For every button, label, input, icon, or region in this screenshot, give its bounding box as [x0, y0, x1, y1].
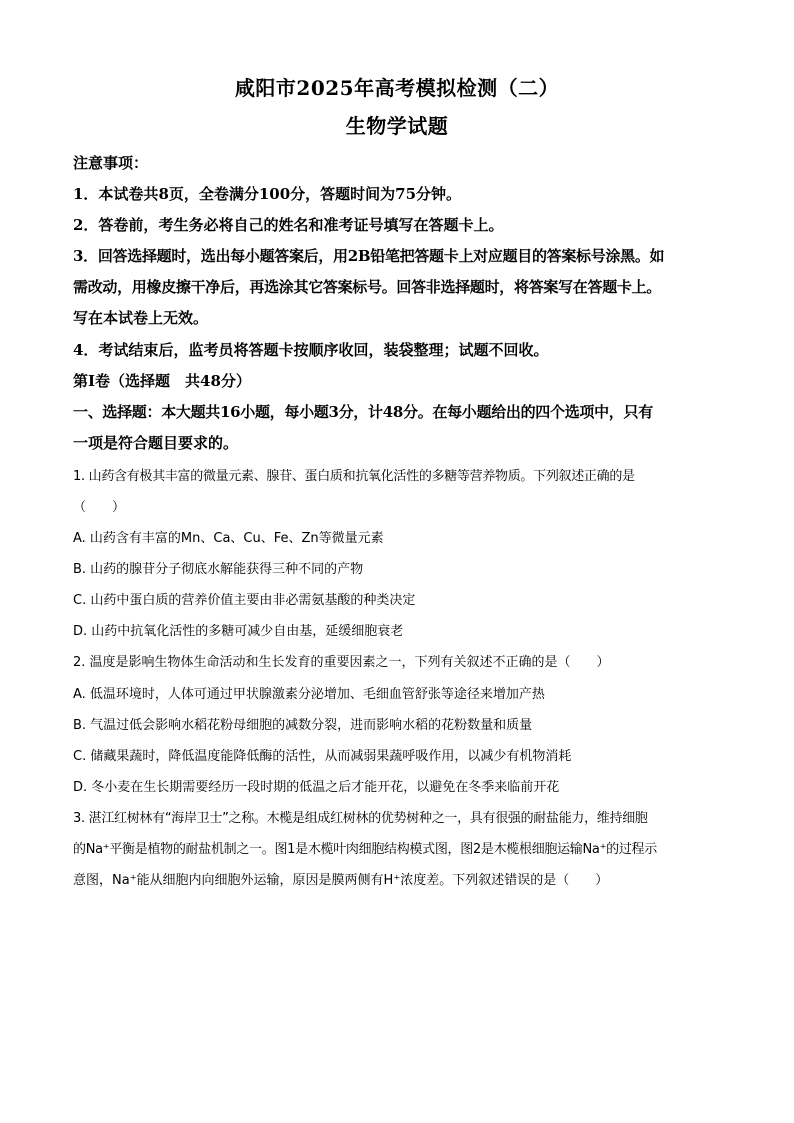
- exam-title: 咸阳市2025年高考模拟检测（二）: [234, 76, 560, 100]
- subject-title: 生物学试题: [345, 114, 449, 138]
- question-1-option-c: C. 山药中蛋白质的营养价值主要由非必需氨基酸的种类决定: [73, 593, 416, 608]
- question-2-option-b: B. 气温过低会影响水稻花粉母细胞的减数分裂，进而影响水稻的花粉数量和质量: [73, 718, 533, 733]
- section-heading: 第Ⅰ卷（选择题 共48分）: [73, 372, 251, 390]
- question-1-option-b: B. 山药的腺苷分子彻底水解能获得三种不同的产物: [73, 562, 364, 577]
- question-2-option-a: A. 低温环境时，人体可通过甲状腺激素分泌增加、毛细血管舒张等途径来增加产热: [73, 687, 545, 702]
- notice-item: 1．本试卷共8页，全卷满分100分，答题时间为75分钟。: [73, 185, 462, 203]
- notice-item: 2．答卷前，考生务必将自己的姓名和准考证号填写在答题卡上。: [73, 216, 504, 234]
- section-instructions: 一、选择题：本大题共16小题，每小题3分，计48分。在每小题给出的四个选项中，只有: [73, 403, 653, 421]
- notice-heading: 注意事项：: [73, 154, 149, 172]
- notice-item-continued: 写在本试卷上无效。: [73, 309, 209, 327]
- question-2-stem: 2. 温度是影响生物体生命活动和生长发育的重要因素之一，下列有关叙述不正确的是（ ）: [73, 655, 610, 670]
- section-instructions: 一项是符合题目要求的。: [73, 434, 239, 452]
- notice-item: 4．考试结束后，监考员将答题卡按顺序收回，装袋整理；试题不回收。: [73, 341, 549, 359]
- notice-item: 3．回答选择题时，选出每小题答案后，用2B铅笔把答题卡上对应题目的答案标号涂黑。如: [73, 247, 665, 265]
- question-1-stem: 1. 山药含有极其丰富的微量元素、腺苷、蛋白质和抗氧化活性的多糖等营养物质。下列叙述正确的是: [73, 469, 635, 484]
- question-3-stem-continued: 的Na⁺平衡是植物的耐盐机制之一。图1是木榄叶肉细胞结构模式图，图2是木榄根细胞运输Na⁺的过程示: [73, 842, 657, 857]
- notice-item-continued: 需改动，用橡皮擦干净后，再选涂其它答案标号。回答非选择题时，将答案写在答题卡上。: [73, 278, 662, 296]
- question-3-stem: 3. 湛江红树林有“海岸卫士”之称。木榄是组成红树林的优势树种之一，具有很强的耐盐能力，维持细胞: [73, 811, 648, 826]
- question-2-option-d: D. 冬小麦在生长期需要经历一段时期的低温之后才能开花，以避免在冬季来临前开花: [73, 780, 560, 795]
- question-1-answer-blank: （ ）: [73, 500, 126, 515]
- question-3-stem-continued: 意图，Na⁺能从细胞内向细胞外运输，原因是膜两侧有H⁺浓度差。下列叙述错误的是（ ）: [73, 873, 609, 888]
- question-2-option-c: C. 储藏果蔬时，降低温度能降低酶的活性，从而减弱果蔬呼吸作用，以减少有机物消耗: [73, 749, 572, 764]
- question-1-option-a: A. 山药含有丰富的Mn、Ca、Cu、Fe、Zn等微量元素: [73, 531, 384, 546]
- question-1-option-d: D. 山药中抗氧化活性的多糖可减少自由基，延缓细胞衰老: [73, 624, 404, 639]
